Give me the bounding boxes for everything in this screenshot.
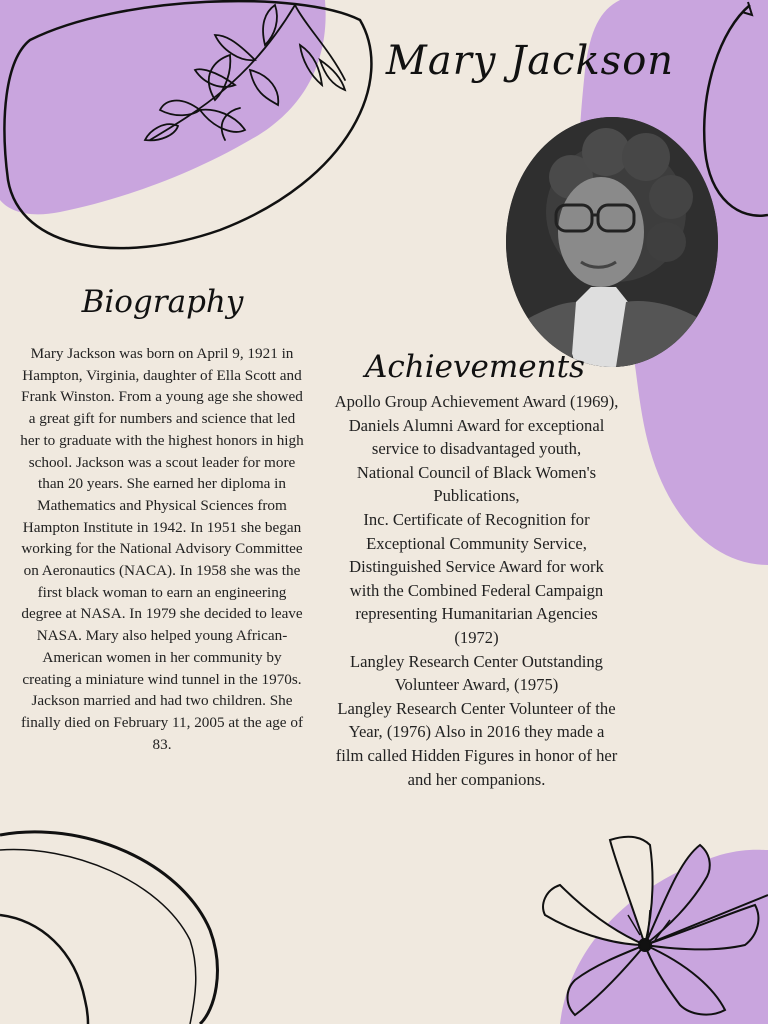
page-title: Mary Jackson: [385, 38, 675, 84]
achievements-list: [334, 390, 619, 791]
achievement-item: Langley Research Center Outstanding Volunteer Award, (1975): [350, 651, 603, 695]
achievement-item: Langley Research Center Volunteer of the Year, (1976) Also in 2016 they made a film called Hidden Figures in honor of her and her companions.: [335, 698, 618, 789]
biography-text: Mary Jackson was born on April 9, 1921 in Hampton, Virginia, daughter of Ella Scott and Frank Winston. From a young age she showed a great gift for numbers and science that led her to graduate with the highest honors in high school. Jackson was a scout leader for more than 20 years. She earned her diploma in Mathematics and Physical Sciences from Hampton Institute in 1942. In 1951 she began working for the National Advisory Committee on Aeronautics (NACA). In 1958 she was the first black woman to earn an engineering degree at NASA. In 1979 she decided to leave NASA. Mary also helped young African-American women in her community by creating a miniature wind tunnel in the 1970s. Jackson married and had two children. She finally died on February 11, 2005 at the age of 83.: [20, 345, 304, 753]
swirl-outline-bottom-left: [0, 832, 217, 1024]
achievement-item: Apollo Group Achievement Award (1969), Daniels Alumni Award for exceptional service to disadvantaged youth,: [334, 392, 619, 459]
biography-heading: Biography: [81, 284, 244, 320]
achievements-heading: Achievements: [365, 349, 585, 385]
portrait-photo: [506, 117, 718, 367]
achievement-item: National Council of Black Women's Publications,: [356, 462, 597, 506]
achievement-item: Inc. Certificate of Recognition for Exceptional Community Service,: [363, 509, 590, 553]
achievement-item: Distinguished Service Award for work with the Combined Federal Campaign representing Humanitarian Agencies (1972): [349, 557, 604, 647]
